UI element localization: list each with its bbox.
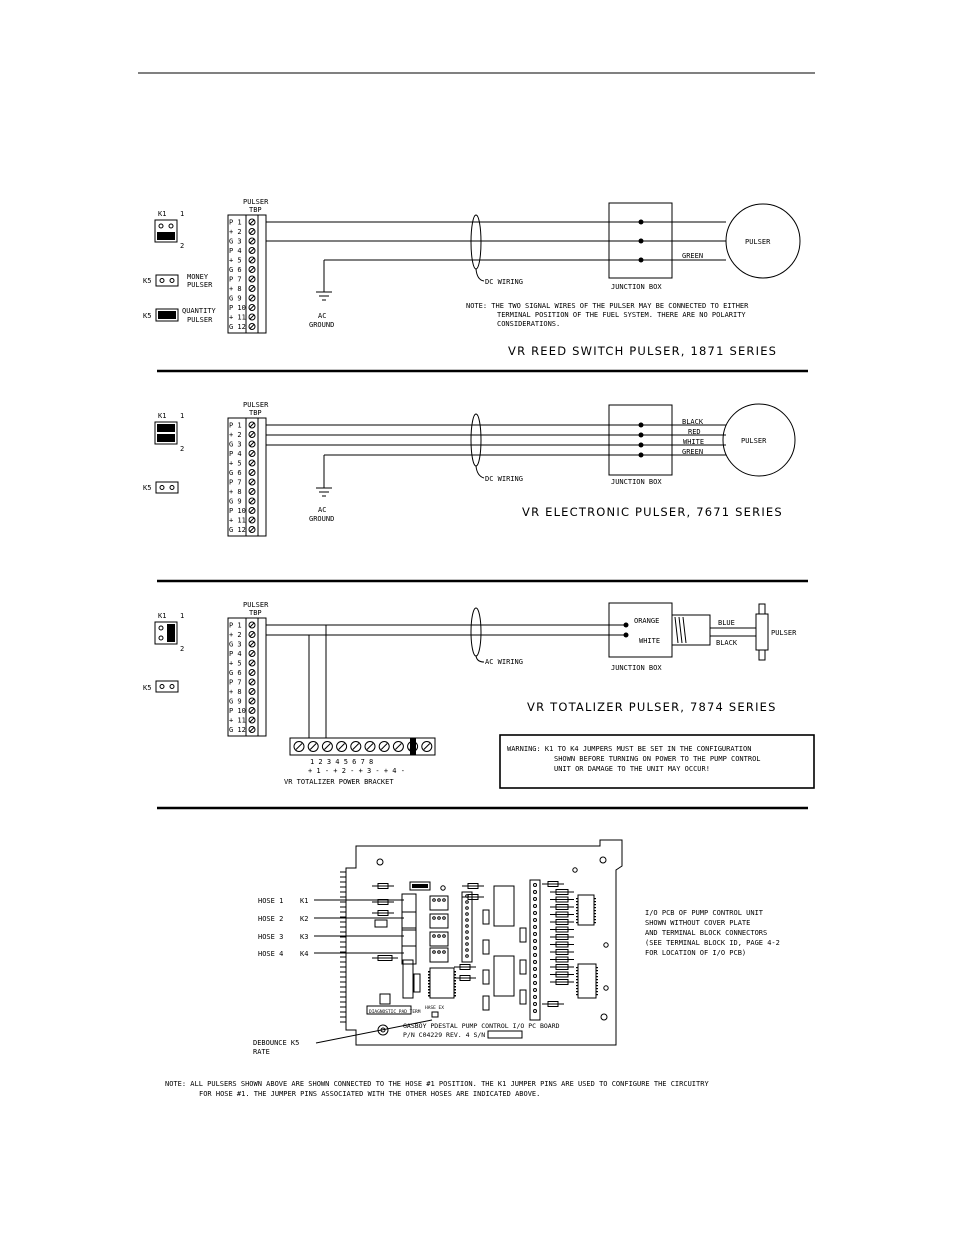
k5-quantity-shunt [158, 311, 176, 319]
tb-row-label: P 4 [229, 450, 242, 458]
k1-pin2-label: 2 [180, 645, 185, 653]
bracket-wire [266, 635, 309, 738]
tb-row-label: P 10 [229, 707, 246, 715]
warning-line-1: WARNING: K1 TO K4 JUMPERS MUST BE SET IN THE CONFIGURATION [507, 745, 752, 753]
quantity-pulser-label-2: PULSER [187, 316, 213, 324]
section-title: VR TOTALIZER PULSER, 7874 SERIES [527, 700, 777, 714]
wire-color-black: BLACK [682, 418, 704, 426]
k5-money-jumper [156, 275, 178, 286]
k1-jumper-shunt [157, 424, 175, 432]
bracket-numbers: 1 2 3 4 5 6 7 8 [310, 758, 374, 766]
k1-label: K1 [158, 412, 167, 420]
tb-row-label: G 12 [229, 526, 246, 534]
tb-row-label: P 1 [229, 218, 242, 227]
debounce-label-2: RATE [253, 1048, 270, 1056]
ac-wiring-label: AC WIRING [485, 658, 523, 666]
tb-row-label: G 9 [229, 697, 242, 706]
tb-row-label: P 4 [229, 247, 242, 255]
tb-row-label: G 9 [229, 497, 242, 506]
tb-row-label: G 3 [229, 640, 242, 649]
tb-row-label: + 8 [229, 285, 242, 293]
junction-box-label: JUNCTION BOX [611, 664, 662, 672]
bracket-polarity: + 1 - + 2 - + 3 - + 4 - [308, 767, 405, 775]
hose-1-jumper: K1 [300, 897, 309, 905]
tb-row-label: P 1 [229, 621, 242, 630]
k5-label: K5 [143, 484, 152, 492]
wire-shield-loop [471, 414, 481, 466]
junction-box [609, 603, 672, 657]
section-title: VR REED SWITCH PULSER, 1871 SERIES [508, 344, 778, 358]
polarity-note-3: CONSIDERATIONS. [497, 320, 561, 328]
tb-row-label: + 2 [229, 631, 242, 639]
tb-row-label: + 8 [229, 488, 242, 496]
dc-wiring-label: DC WIRING [485, 475, 523, 483]
pulser-label: PULSER [745, 238, 771, 246]
k5-pin [160, 279, 164, 283]
diagnostic-pad-label: DIAGNOSTIC PAD TERM [369, 1010, 421, 1015]
totalizer-power-bracket [290, 738, 435, 755]
k1-pin1-label: 1 [180, 412, 185, 420]
dc-wiring-label: DC WIRING [485, 278, 523, 286]
k5-label: K5 [143, 312, 152, 320]
hose-2-label: HOSE 2 [258, 915, 284, 923]
section-title: VR ELECTRONIC PULSER, 7671 SERIES [522, 505, 783, 519]
k1-jumper-shunt [157, 434, 175, 442]
tb-row-label: P 7 [229, 275, 242, 284]
pulser-label: PULSER [741, 437, 767, 445]
hase-label: HASE EX [425, 1006, 444, 1011]
k1-jumper-shunt [157, 232, 175, 240]
tb-row-label: G 12 [229, 726, 246, 734]
tb-row-label: + 5 [229, 659, 242, 668]
k4-board-jumper [402, 946, 416, 964]
money-pulser-label-2: PULSER [187, 281, 213, 289]
k5-label: K5 [143, 684, 152, 692]
junction-box-label: JUNCTION BOX [611, 283, 662, 291]
k1-pin1-label: 1 [180, 612, 185, 620]
pcb-desc-5: FOR LOCATION OF I/O PCB) [645, 949, 747, 957]
bracket-label: VR TOTALIZER POWER BRACKET [284, 778, 394, 786]
section-electronic-pulser [143, 401, 795, 536]
wire-shield-loop [471, 608, 481, 656]
green-wire-label: GREEN [682, 252, 704, 260]
k3-board-jumper [402, 928, 416, 946]
wire-color-white: WHITE [683, 438, 705, 446]
warning-line-3: UNIT OR DAMAGE TO THE UNIT MAY OCCUR! [554, 765, 710, 773]
debounce-label-1: DEBOUNCE K5 [253, 1039, 300, 1047]
section-reed-switch-pulser [143, 198, 800, 358]
wire-shield-loop [471, 215, 481, 269]
k1-pin2-label: 2 [180, 242, 185, 250]
board-label-1: GASBOY PDESTAL PUMP CONTROL I/O PC BOARD [403, 1022, 560, 1030]
hose-4-jumper: K4 [300, 950, 309, 958]
k1-board-jumper [402, 894, 416, 912]
ac-ground-label-1: AC [318, 506, 327, 514]
section-totalizer-pulser [143, 601, 814, 788]
pulser-terminal-block [228, 401, 269, 536]
tb-row-label: G 6 [229, 469, 242, 477]
hose-3-jumper: K3 [300, 933, 309, 941]
k1-pin2-label: 2 [180, 445, 185, 453]
footer-note-2: FOR HOSE #1. THE JUMPER PINS ASSOCIATED WITH THE OTHER HOSES ARE INDICATED ABOVE. [199, 1090, 541, 1098]
tb-row-label: G 12 [229, 323, 246, 331]
hose-4-label: HOSE 4 [258, 950, 284, 958]
tb-row-label: P 4 [229, 650, 242, 658]
black-wire-label: BLACK [716, 639, 738, 647]
tb-row-label: P 7 [229, 678, 242, 687]
tb-row-label: + 5 [229, 256, 242, 265]
tb-row-label: P 10 [229, 507, 246, 515]
tb-row-label: + 8 [229, 688, 242, 696]
ac-ground-label-2: GROUND [309, 515, 335, 523]
k1-label: K1 [158, 210, 167, 218]
junction-box [609, 405, 672, 475]
k1-label: K1 [158, 612, 167, 620]
orange-wire-label: ORANGE [634, 617, 660, 625]
pulser-label: PULSER [771, 629, 797, 637]
tb-row-label: G 9 [229, 294, 242, 303]
tb-row-label: P 7 [229, 478, 242, 487]
tb-row-label: + 11 [229, 516, 246, 525]
tb-row-label: P 10 [229, 304, 246, 312]
board-label-2: P/N C04229 REV. 4 S/N [403, 1031, 486, 1039]
footer-note-1: NOTE: ALL PULSERS SHOWN ABOVE ARE SHOWN CONNECTED TO THE HOSE #1 POSITION. THE K1 JUMPER PINS ARE USED TO CONFIGURE THE CIRCUITRY [165, 1080, 709, 1088]
k5-jumper [156, 482, 178, 493]
tb-row-label: + 5 [229, 459, 242, 468]
quantity-pulser-label-1: QUANTITY [182, 307, 216, 315]
tb-row-label: + 2 [229, 228, 242, 236]
k1-pin [159, 224, 163, 228]
pcb-desc-1: I/O PCB OF PUMP CONTROL UNIT [645, 909, 764, 917]
blue-wire-label: BLUE [718, 619, 735, 627]
ac-ground-label-1: AC [318, 312, 327, 320]
tb-header-2: TBP [249, 409, 262, 417]
tb-row-label: + 11 [229, 716, 246, 725]
k5-pin [170, 279, 174, 283]
hose-2-jumper: K2 [300, 915, 309, 923]
pcb-desc-3: AND TERMINAL BLOCK CONNECTORS [645, 929, 768, 937]
k5-board-jumper [432, 1012, 438, 1017]
tb-row-label: + 2 [229, 431, 242, 439]
white-wire-label: WHITE [639, 637, 661, 645]
pcb-components [372, 868, 608, 1020]
tb-header-2: TBP [249, 206, 262, 214]
edge-connector [340, 872, 346, 1022]
k1-pin [169, 224, 173, 228]
wire-color-red: RED [688, 428, 701, 436]
tb-row-label: G 6 [229, 669, 242, 677]
money-pulser-label-1: MONEY [187, 273, 209, 281]
tb-row-label: P 1 [229, 421, 242, 430]
tb-header-1: PULSER [243, 601, 269, 609]
tb-row-label: G 3 [229, 440, 242, 449]
tb-row-label: G 6 [229, 266, 242, 274]
pcb-desc-2: SHOWN WITHOUT COVER PLATE [645, 919, 751, 927]
k5-jumper [156, 681, 178, 692]
k1-pin1-label: 1 [180, 210, 185, 218]
ac-ground-label-2: GROUND [309, 321, 335, 329]
pulser-terminal-block [228, 198, 269, 333]
tb-header-1: PULSER [243, 401, 269, 409]
wire-color-green: GREEN [682, 448, 704, 456]
k2-board-jumper [402, 912, 416, 930]
polarity-note-2: TERMINAL POSITION OF THE FUEL SYSTEM. THERE ARE NO POLARITY [497, 311, 746, 319]
pulser-terminal-block [228, 601, 269, 736]
polarity-note-1: NOTE: THE TWO SIGNAL WIRES OF THE PULSER MAY BE CONNECTED TO EITHER [466, 302, 749, 310]
warning-line-2: SHOWN BEFORE TURNING ON POWER TO THE PUMP CONTROL [554, 755, 761, 763]
junction-box-label: JUNCTION BOX [611, 478, 662, 486]
tb-header-2: TBP [249, 609, 262, 617]
tb-header-1: PULSER [243, 198, 269, 206]
tb-row-label: + 11 [229, 313, 246, 322]
totalizer-pulser-body [756, 614, 768, 650]
hose-1-label: HOSE 1 [258, 897, 284, 905]
pcb-desc-4: (SEE TERMINAL BLOCK ID, PAGE 4-2 [645, 939, 780, 947]
section-io-pcb [253, 840, 780, 1056]
k5-label: K5 [143, 277, 152, 285]
tb-row-label: G 3 [229, 237, 242, 246]
k1-jumper-shunt [167, 624, 175, 642]
hose-3-label: HOSE 3 [258, 933, 284, 941]
